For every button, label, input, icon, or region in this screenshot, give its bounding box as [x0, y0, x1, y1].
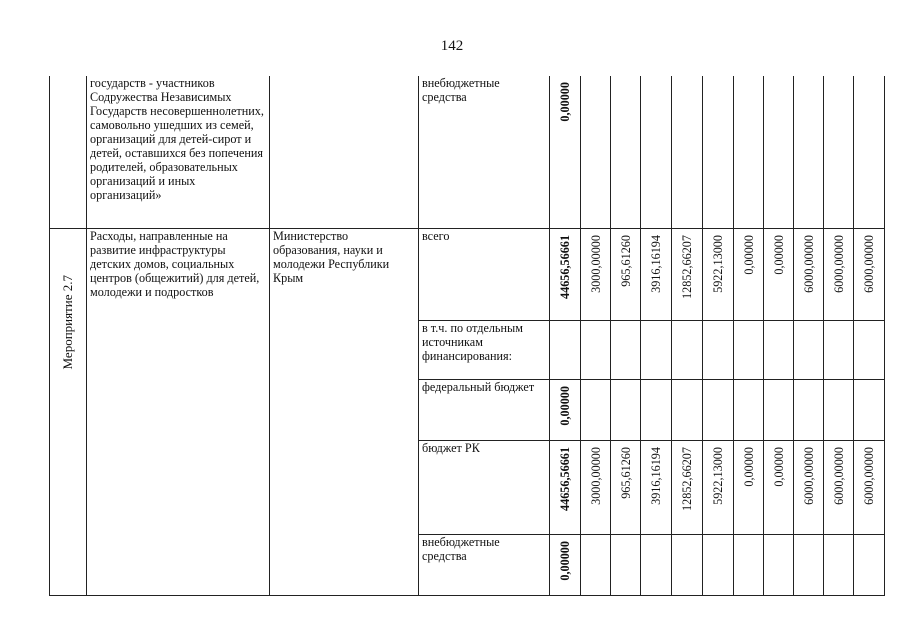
row-total: 0,00000: [558, 540, 572, 581]
year-value: 3000,00000: [588, 446, 603, 505]
row-source: бюджет РК: [419, 440, 550, 534]
year-value: 5922,13000: [711, 234, 725, 293]
continued-total: 0,00000: [558, 82, 572, 122]
measure-description: Расходы, направленные на развитие инфраструктуры детских домов, социальных центров (общежитий) для детей, молодежи и подростков: [87, 228, 270, 595]
year-value: 0,00000: [741, 446, 756, 487]
continued-total-cell: [550, 76, 581, 228]
budget-table: [49, 76, 885, 596]
year-value: 6000,00000: [862, 446, 876, 505]
row-total: 44656,56661: [558, 446, 572, 511]
year-value: 3000,00000: [588, 234, 603, 293]
year-value: 0,00000: [741, 234, 756, 275]
continued-source: внебюджетные средства: [419, 76, 550, 228]
year-value: 12852,66207: [680, 446, 694, 511]
page-number: 142: [440, 38, 464, 54]
year-value: 6000,00000: [831, 234, 846, 293]
empty-label-cell: [50, 76, 87, 228]
year-value: 6000,00000: [801, 234, 816, 293]
measure-label-cell: [50, 228, 87, 595]
continued-executor: [270, 76, 419, 228]
year-value: 965,61260: [618, 234, 633, 287]
year-value: 965,61260: [618, 446, 633, 499]
measure-executor: Министерство образования, науки и молодежи Республики Крым: [270, 228, 419, 595]
row-source: федеральный бюджет: [419, 379, 550, 440]
year-value: 6000,00000: [862, 234, 876, 293]
year-value: 0,00000: [771, 234, 786, 275]
table-row-total: [50, 228, 885, 320]
row-total: 0,00000: [558, 385, 572, 426]
year-value: 0,00000: [771, 446, 786, 487]
continued-description: государств - участников Содружества Независимых Государств несовершеннолетних, самовольно ушедших из семей, организаций для детей-сирот и детей, оставшихся без попечения родителей, образовательных организаций и иных организаций»: [87, 76, 270, 228]
measure-label: Мероприятие 2.7: [60, 274, 75, 369]
table-row-continued: [50, 76, 885, 228]
year-value: 5922,13000: [711, 446, 725, 505]
row-total: 44656,56661: [558, 234, 572, 299]
row-source: внебюджетные средства: [419, 534, 550, 595]
year-value: 3916,16194: [649, 234, 663, 293]
row-source: всего: [419, 228, 550, 320]
year-value: 6000,00000: [831, 446, 846, 505]
year-value: 12852,66207: [680, 234, 694, 299]
year-value: 3916,16194: [649, 446, 663, 505]
year-value: 6000,00000: [801, 446, 816, 505]
row-source: в т.ч. по отдельным источникам финансирования:: [419, 320, 550, 379]
